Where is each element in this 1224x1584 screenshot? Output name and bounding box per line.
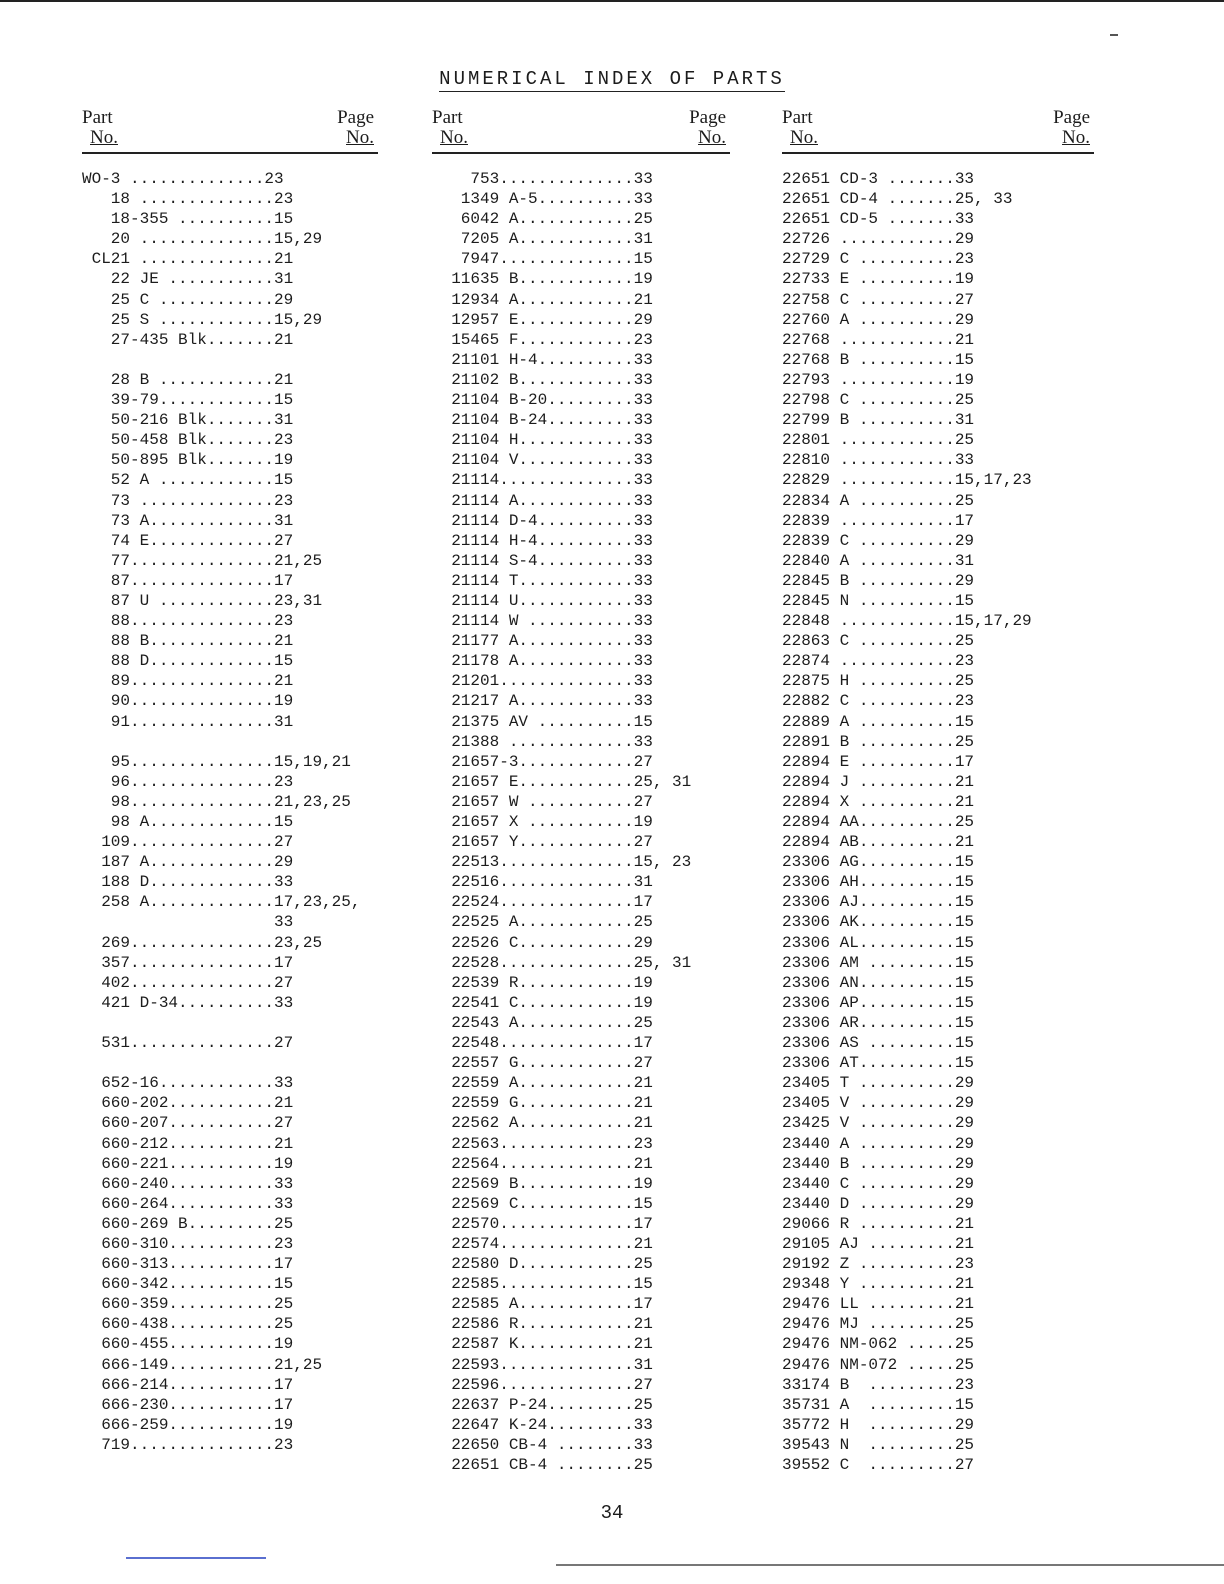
index-entry: 269...............23,25 — [82, 933, 323, 952]
index-entry: 22733 E ..........19 — [782, 270, 975, 289]
index-entry: 29105 AJ .........21 — [782, 1234, 975, 1253]
index-entry: 22569 C............15 — [432, 1194, 653, 1213]
index-entry: 74 E.............27 — [82, 531, 294, 550]
part-no-header: Part No. — [782, 107, 818, 148]
index-entry: 23440 B ..........29 — [782, 1154, 975, 1173]
index-entry: 22585..............15 — [432, 1275, 653, 1294]
index-entry: 22564..............21 — [432, 1154, 653, 1173]
index-entry: 22637 P-24.........25 — [432, 1395, 653, 1414]
index-entry: 666-230...........17 — [82, 1395, 294, 1414]
index-entry: 23425 V ..........29 — [782, 1114, 975, 1133]
index-entry: 357...............17 — [82, 953, 294, 972]
index-entry: 21375 AV ..........15 — [432, 712, 653, 731]
index-entry: 22593..............31 — [432, 1355, 653, 1374]
index-entry: 21114 T............33 — [432, 571, 653, 590]
page-no-header: Page No. — [1053, 107, 1090, 148]
index-entry: 22882 C ..........23 — [782, 692, 975, 711]
index-entry: 88...............23 — [82, 612, 294, 631]
index-entry: 22768 B ..........15 — [782, 350, 975, 369]
index-entry: 22768 ............21 — [782, 330, 975, 349]
index-entry: 22559 G............21 — [432, 1094, 653, 1113]
index-entry: 21114 H-4..........33 — [432, 531, 653, 550]
index-entry: 660-264...........33 — [82, 1194, 294, 1213]
index-entry: 421 D-34..........33 — [82, 993, 294, 1012]
index-entry: 22651 CD-5 .......33 — [782, 210, 975, 229]
index-entry: 660-240...........33 — [82, 1174, 294, 1193]
index-entry: 402...............27 — [82, 973, 294, 992]
index-entry: 90...............19 — [82, 692, 294, 711]
part-no-header: Part No. — [82, 107, 118, 148]
index-entry: 22650 CB-4 ........33 — [432, 1435, 653, 1454]
page-title — [0, 68, 1224, 90]
index-entry: 21388 .............33 — [432, 732, 653, 751]
index-entry: 21177 A............33 — [432, 632, 653, 651]
column-header — [82, 108, 378, 152]
index-rows — [432, 169, 730, 1475]
index-entry: 73 A.............31 — [82, 511, 294, 530]
index-entry: 22569 B............19 — [432, 1174, 653, 1193]
index-entry: 23306 AH..........15 — [782, 873, 975, 892]
index-entry: 21114 A............33 — [432, 491, 653, 510]
scan-speck — [1110, 34, 1118, 36]
index-entry: 22524..............17 — [432, 893, 653, 912]
index-entry: 73 ..............23 — [82, 491, 294, 510]
index-entry: 22839 ............17 — [782, 511, 975, 530]
index-entry: 21104 B-20.........33 — [432, 391, 653, 410]
top-edge-line — [0, 0, 1224, 2]
index-entry: 22651 CB-4 ........25 — [432, 1456, 653, 1474]
index-entry: 660-455...........19 — [82, 1335, 294, 1354]
index-entry: 29066 R ..........21 — [782, 1214, 975, 1233]
index-entry: 21114 U............33 — [432, 591, 653, 610]
index-entry: 7205 A............31 — [432, 230, 653, 249]
index-entry: 21201..............33 — [432, 672, 653, 691]
index-entry: 7947..............15 — [432, 250, 653, 269]
index-entry: 22810 ............33 — [782, 451, 975, 470]
index-entry: 88 D.............15 — [82, 652, 294, 671]
index-entry: 50-216 Blk.......31 — [82, 411, 294, 430]
index-entry: 87...............17 — [82, 571, 294, 590]
index-entry: 25 S ............15,29 — [82, 310, 323, 329]
index-entry: 258 A.............17,23,25, — [82, 893, 361, 912]
index-entry: 22543 A............25 — [432, 1013, 653, 1032]
index-entry: 23306 AS .........15 — [782, 1034, 975, 1053]
index-entry: 22570..............17 — [432, 1214, 653, 1233]
index-entry: 22894 X ..........21 — [782, 792, 975, 811]
index-entry: 660-202...........21 — [82, 1094, 294, 1113]
index-entry: 98...............21,23,25 — [82, 792, 351, 811]
index-entry: 25 C ............29 — [82, 290, 294, 309]
index-entry: 18 ..............23 — [82, 190, 294, 209]
index-entry: 22 JE ...........31 — [82, 270, 294, 289]
index-entry: 21104 V............33 — [432, 451, 653, 470]
index-entry: 35772 H .........29 — [782, 1415, 975, 1434]
bottom-edge-line — [556, 1564, 1224, 1566]
index-entry: 22513..............15, 23 — [432, 853, 692, 872]
index-entry: 21178 A............33 — [432, 652, 653, 671]
index-entry: 22799 B ..........31 — [782, 411, 975, 430]
index-entry: 22840 A ..........31 — [782, 551, 975, 570]
index-entry: 22559 A............21 — [432, 1074, 653, 1093]
index-entry: 21657 X ...........19 — [432, 813, 653, 831]
index-entry: 22526 C............29 — [432, 933, 653, 952]
index-entry: 21657 Y............27 — [432, 833, 653, 852]
index-entry: 15465 F............23 — [432, 330, 653, 349]
index-entry: 22525 A............25 — [432, 913, 653, 932]
index-entry: 188 D.............33 — [82, 873, 294, 892]
index-entry: 23306 AK..........15 — [782, 913, 975, 932]
index-entry: 22829 ............15,17,23 — [782, 471, 1032, 490]
index-entry: 21114..............33 — [432, 471, 653, 490]
index-entry: 22729 C ..........23 — [782, 250, 975, 269]
index-entry: 660-342...........15 — [82, 1275, 294, 1294]
index-entry: 531...............27 — [82, 1034, 294, 1053]
index-entry: 98 A.............15 — [82, 813, 294, 831]
index-entry: 20 ..............15,29 — [82, 230, 323, 249]
index-entry — [82, 732, 378, 752]
index-entry: 29348 Y ..........21 — [782, 1275, 975, 1294]
column-header — [432, 108, 730, 152]
index-entry: 50-458 Blk.......23 — [82, 431, 294, 450]
index-entry: 21657 E............25, 31 — [432, 772, 692, 791]
index-entry: 29476 MJ .........25 — [782, 1315, 975, 1334]
index-entry: 22874 ............23 — [782, 652, 975, 671]
index-entry: 21104 H............33 — [432, 431, 653, 450]
index-entry: 22726 ............29 — [782, 230, 975, 249]
page-number: 34 — [600, 1502, 624, 1524]
index-entry: 719...............23 — [82, 1435, 294, 1454]
index-entry: 6042 A............25 — [432, 210, 653, 229]
index-entry: 35731 A .........15 — [782, 1395, 975, 1414]
header-rule — [432, 152, 730, 155]
index-entry: 21217 A............33 — [432, 692, 653, 711]
index-entry: 23440 C ..........29 — [782, 1174, 975, 1193]
index-entry: 52 A ............15 — [82, 471, 294, 490]
index-entry: 22894 AA..........25 — [782, 813, 975, 831]
index-entry: 29476 LL .........21 — [782, 1295, 975, 1314]
index-entry: 660-269 B.........25 — [82, 1214, 294, 1233]
index-entry: 91...............31 — [82, 712, 294, 731]
index-entry: 39543 N .........25 — [782, 1435, 975, 1454]
index-entry: 77...............21,25 — [82, 551, 323, 570]
index-entry: 28 B ............21 — [82, 370, 294, 389]
index-entry: 22863 C ..........25 — [782, 632, 975, 651]
index-entry: 109...............27 — [82, 833, 294, 852]
index-entry: 660-207...........27 — [82, 1114, 294, 1133]
index-entry: 22562 A............21 — [432, 1114, 653, 1133]
index-entry: 22834 A ..........25 — [782, 491, 975, 510]
index-entry: 39552 C .........27 — [782, 1456, 975, 1474]
index-entry: 660-212...........21 — [82, 1134, 294, 1153]
index-entry: 22548..............17 — [432, 1034, 653, 1053]
index-entry: 22793 ............19 — [782, 370, 975, 389]
index-entry: 23306 AT..........15 — [782, 1054, 975, 1073]
index-entry: 22848 ............15,17,29 — [782, 612, 1032, 631]
index-entry: 660-313...........17 — [82, 1255, 294, 1274]
index-entry: 95...............15,19,21 — [82, 752, 351, 771]
index-entry: 23306 AM .........15 — [782, 953, 975, 972]
index-entry: 22586 R............21 — [432, 1315, 653, 1334]
index-entry: 23405 T ..........29 — [782, 1074, 975, 1093]
index-entry: 187 A.............29 — [82, 853, 294, 872]
index-entry: 22889 A ..........15 — [782, 712, 975, 731]
index-entry: 22528..............25, 31 — [432, 953, 692, 972]
index-entry: 18-355 ..........15 — [82, 210, 294, 229]
index-entry: 22894 E ..........17 — [782, 752, 975, 771]
index-entry: 29476 NM-062 .....25 — [782, 1335, 975, 1354]
index-entry: 22651 CD-4 .......25, 33 — [782, 190, 1013, 209]
index-entry: 22894 J ..........21 — [782, 772, 975, 791]
page-title-text: NUMERICAL INDEX OF PARTS — [439, 68, 785, 90]
page-no-header: Page No. — [689, 107, 726, 148]
index-entry: 21102 B............33 — [432, 370, 653, 389]
index-entry: 21657-3............27 — [432, 752, 653, 771]
index-entry: 652-16............33 — [82, 1074, 294, 1093]
index-entry: 660-438...........25 — [82, 1315, 294, 1334]
index-column-1 — [82, 107, 378, 1454]
index-entry: 22574..............21 — [432, 1234, 653, 1253]
index-entry: 23306 AJ..........15 — [782, 893, 975, 912]
index-entry: 22516..............31 — [432, 873, 653, 892]
index-entry: 22557 G............27 — [432, 1054, 653, 1073]
index-entry: 753..............33 — [432, 170, 653, 188]
index-entry: 21114 S-4..........33 — [432, 551, 653, 570]
index-entry: 33 — [82, 913, 294, 932]
index-entry: 660-359...........25 — [82, 1295, 294, 1314]
index-entry: 21114 W ...........33 — [432, 612, 653, 631]
column-header — [782, 108, 1094, 152]
index-entry: 21657 W ...........27 — [432, 792, 653, 811]
index-rows — [782, 169, 1094, 1475]
index-entry: 22845 B ..........29 — [782, 571, 975, 590]
index-entry: 12934 A............21 — [432, 290, 653, 309]
index-entry: 22580 D............25 — [432, 1255, 653, 1274]
index-entry: 22875 H ..........25 — [782, 672, 975, 691]
index-entry — [82, 1013, 378, 1033]
index-entry: 22541 C............19 — [432, 993, 653, 1012]
index-entry: 23306 AL..........15 — [782, 933, 975, 952]
header-rule — [782, 152, 1094, 155]
index-entry: 88 B.............21 — [82, 632, 294, 651]
index-entry: CL21 ..............21 — [82, 250, 294, 269]
index-entry: 21114 D-4..........33 — [432, 511, 653, 530]
index-entry: 22891 B ..........25 — [782, 732, 975, 751]
index-entry: 21101 H-4..........33 — [432, 350, 653, 369]
header-rule — [82, 152, 378, 155]
index-entry: 23440 D ..........29 — [782, 1194, 975, 1213]
index-entry — [82, 350, 378, 370]
page-no-header: Page No. — [337, 107, 374, 148]
index-entry: 21104 B-24.........33 — [432, 411, 653, 430]
index-entry: 29192 Z ..........23 — [782, 1255, 975, 1274]
index-entry: 89...............21 — [82, 672, 294, 691]
index-entry: 1349 A-5..........33 — [432, 190, 653, 209]
index-entry: 29476 NM-072 .....25 — [782, 1355, 975, 1374]
index-entry: WO-3 ..............23 — [82, 170, 284, 188]
index-entry — [82, 1053, 378, 1073]
index-entry: 22845 N ..........15 — [782, 591, 975, 610]
index-entry: 23306 AN..........15 — [782, 973, 975, 992]
index-entry: 96...............23 — [82, 772, 294, 791]
index-entry: 22801 ............25 — [782, 431, 975, 450]
index-entry: 22839 C ..........29 — [782, 531, 975, 550]
index-entry: 660-310...........23 — [82, 1234, 294, 1253]
index-entry: 50-895 Blk.......19 — [82, 451, 294, 470]
index-entry: 22651 CD-3 .......33 — [782, 170, 975, 188]
index-entry: 87 U ............23,31 — [82, 591, 323, 610]
index-column-2 — [432, 107, 730, 1474]
index-entry: 23440 A ..........29 — [782, 1134, 975, 1153]
index-entry: 22894 AB..........21 — [782, 833, 975, 852]
index-rows — [82, 169, 378, 1455]
index-entry: 23405 V ..........29 — [782, 1094, 975, 1113]
index-entry: 660-221...........19 — [82, 1154, 294, 1173]
index-entry: 22760 A ..........29 — [782, 310, 975, 329]
index-entry: 11635 B............19 — [432, 270, 653, 289]
index-entry: 666-149...........21,25 — [82, 1355, 323, 1374]
index-entry: 22587 K............21 — [432, 1335, 653, 1354]
index-entry: 33174 B .........23 — [782, 1375, 975, 1394]
index-entry: 22798 C ..........25 — [782, 391, 975, 410]
index-entry: 39-79............15 — [82, 391, 294, 410]
part-no-header: Part No. — [432, 107, 468, 148]
index-entry: 22647 K-24.........33 — [432, 1415, 653, 1434]
index-entry: 22563..............23 — [432, 1134, 653, 1153]
index-entry: 22758 C ..........27 — [782, 290, 975, 309]
index-entry: 22596..............27 — [432, 1375, 653, 1394]
index-entry: 666-214...........17 — [82, 1375, 294, 1394]
index-entry: 22539 R............19 — [432, 973, 653, 992]
index-entry: 22585 A............17 — [432, 1295, 653, 1314]
index-entry: 666-259...........19 — [82, 1415, 294, 1434]
index-entry: 23306 AG..........15 — [782, 853, 975, 872]
index-column-3 — [782, 107, 1094, 1474]
blue-mark — [126, 1557, 266, 1559]
index-entry: 23306 AP..........15 — [782, 993, 975, 1012]
index-entry: 27-435 Blk.......21 — [82, 330, 294, 349]
index-entry: 12957 E............29 — [432, 310, 653, 329]
index-entry: 23306 AR..........15 — [782, 1013, 975, 1032]
